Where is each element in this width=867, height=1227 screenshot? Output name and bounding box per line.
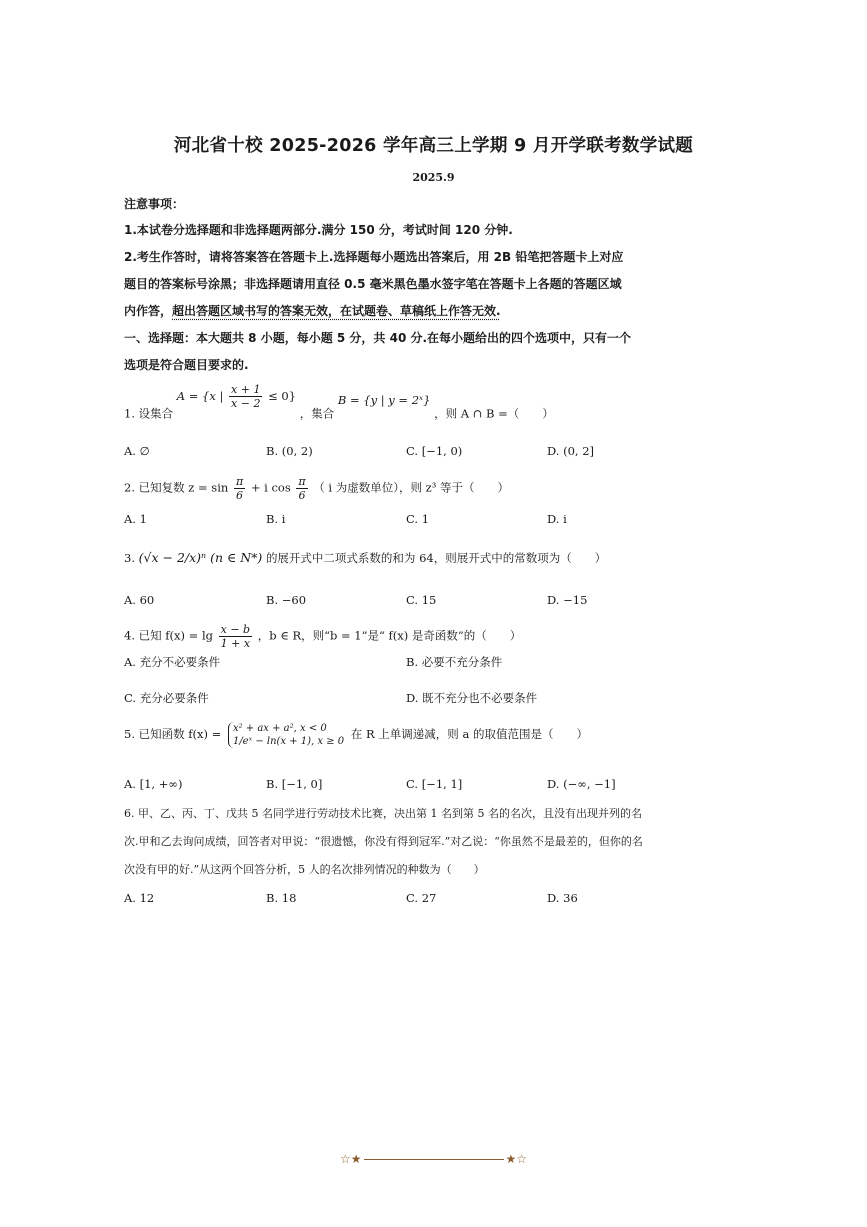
q2-option-c: C. 1 [406,512,430,526]
q1-set-b: B = {y | y = 2ˣ} [337,392,431,407]
q1-option-a: A. ∅ [124,444,150,458]
q4-numerator: x − b [220,623,251,636]
q2-mid: + i cos [250,480,291,495]
q4-suffix: ，b ∈ R，则“b = 1”是“ f(x) 是奇函数”的（ ） [257,628,522,643]
q2-option-b: B. i [266,512,286,526]
question-6-line-2: 次.甲和乙去询问成绩，回答者对甲说：“很遗憾，你没有得到冠军.”对乙说：“你虽然不是最差的，但你的名 [124,835,643,848]
question-5 [124,722,588,748]
q1-option-b: B. (0, 2) [266,444,313,458]
q4-denominator: 1 + x [220,637,251,650]
q2-cos-numerator: π [298,475,306,488]
q6-option-a: A. 12 [124,891,155,905]
q4-option-a: A. 充分不必要条件 [124,655,221,669]
exam-date: 2025.9 [412,171,455,184]
notice-item-2-line-1: 2.考生作答时，请将答案答在答题卡上.选择题每小题选出答案后，用 2B 铅笔把答题卡上对应 [124,250,624,264]
q2-option-d: D. i [547,512,567,526]
q5-suffix: 在 R 上单调递减，则 a 的取值范围是（ ） [350,727,588,741]
q2-fraction-sin [234,475,245,502]
notice-item-2-line-3 [124,303,764,319]
q5-option-a: A. [1, +∞) [124,777,183,791]
q3-expression: (√x − 2/x)ⁿ (n ∈ N*) [138,550,263,565]
q4-prefix: 4. 已知 f(x) = lg [124,628,213,643]
q2-sin-denominator: 6 [236,489,244,502]
footer-stars-left: ☆★ [339,1152,362,1166]
question-4 [124,623,521,650]
q4-option-b: B. 必要不充分条件 [406,655,503,669]
q5-case-2: 1/eˣ − ln(x + 1), x ≥ 0 [232,736,345,747]
question-6-line-3: 次没有甲的好.”从这两个回答分析，5 人的名次排列情况的种数为（ ） [124,863,485,876]
q2-fraction-cos [296,475,307,502]
q1-prefix: 1. 设集合 [124,406,174,421]
q1-set-a-right: ≤ 0} [268,388,297,403]
q2-prefix: 2. 已知复数 z = sin [124,480,229,495]
notice-heading: 注意事项： [124,197,185,211]
q1-set-a-left: A = {x | [176,388,224,403]
notice-item-2-line-3-a: 内作答， [124,304,173,318]
q4-option-c: C. 充分必要条件 [124,691,209,705]
q1-suffix: ，则 A ∩ B =（ ） [434,406,554,421]
q1-set-a-denominator: x − 2 [231,397,261,410]
q6-option-c: C. 27 [406,891,437,905]
q3-suffix: 的展开式中二项式系数的和为 64，则展开式中的常数项为（ ） [265,551,607,565]
q5-case-1: x² + ax + a², x < 0 [232,723,327,734]
footer-rule [364,1159,504,1160]
notice-item-1: 1.本试卷分选择题和非选择题两部分.满分 150 分，考试时间 120 分钟. [124,223,513,237]
q6-option-b: B. 18 [266,891,297,905]
notice-item-2-line-3-emphasis: 超出答题区域书写的答案无效，在试题卷、草稿纸上作答无效. [172,304,501,318]
notice-item-2-line-2: 题目的答案标号涂黑；非选择题请用直径 0.5 毫米黑色墨水签字笔在答题卡上各题的答题区域 [124,277,622,291]
q1-set-a-fraction [229,383,262,410]
q3-prefix: 3. [124,551,135,565]
section-1-heading-line-2: 选项是符合题目要求的. [124,358,249,372]
q2-cos-denominator: 6 [298,489,306,502]
q4-fraction [219,623,252,650]
q3-option-c: C. 15 [406,593,437,607]
q2-suffix: （ i 为虚数单位），则 z³ 等于（ ） [313,480,509,495]
q5-option-c: C. [−1, 1] [406,777,463,791]
question-6-line-1: 6. 甲、乙、丙、丁、戊共 5 名同学进行劳动技术比赛，决出第 1 名到第 5 名的名次，且没有出现并列的名 [124,807,642,820]
q3-option-b: B. −60 [266,593,307,607]
q2-option-a: A. 1 [124,512,147,526]
section-1-heading-line-1: 一、选择题：本大题共 8 小题，每小题 5 分，共 40 分.在每小题给出的四个选项中，只有一个 [124,331,632,345]
q5-option-b: B. [−1, 0] [266,777,323,791]
q1-mid: ，集合 [299,406,335,421]
q1-set-a-numerator: x + 1 [231,383,261,396]
question-3 [124,550,606,566]
q1-option-c: C. [−1, 0) [406,444,463,458]
q3-option-d: D. −15 [547,593,588,607]
question-1 [124,383,554,422]
q4-option-d: D. 既不充分也不必要条件 [406,691,538,705]
question-2 [124,475,509,502]
q5-prefix: 5. 已知函数 f(x) = [124,727,222,741]
page-footer [0,1152,867,1166]
page-title: 河北省十校 2025-2026 学年高三上学期 9 月开学联考数学试题 [173,136,694,156]
q3-option-a: A. 60 [124,593,155,607]
q6-option-d: D. 36 [547,891,578,905]
q1-option-d: D. (0, 2] [547,444,595,458]
q5-piecewise [228,722,344,748]
q5-option-d: D. (−∞, −1] [547,777,616,791]
q2-sin-numerator: π [235,475,244,488]
footer-stars-right: ★☆ [505,1152,528,1166]
